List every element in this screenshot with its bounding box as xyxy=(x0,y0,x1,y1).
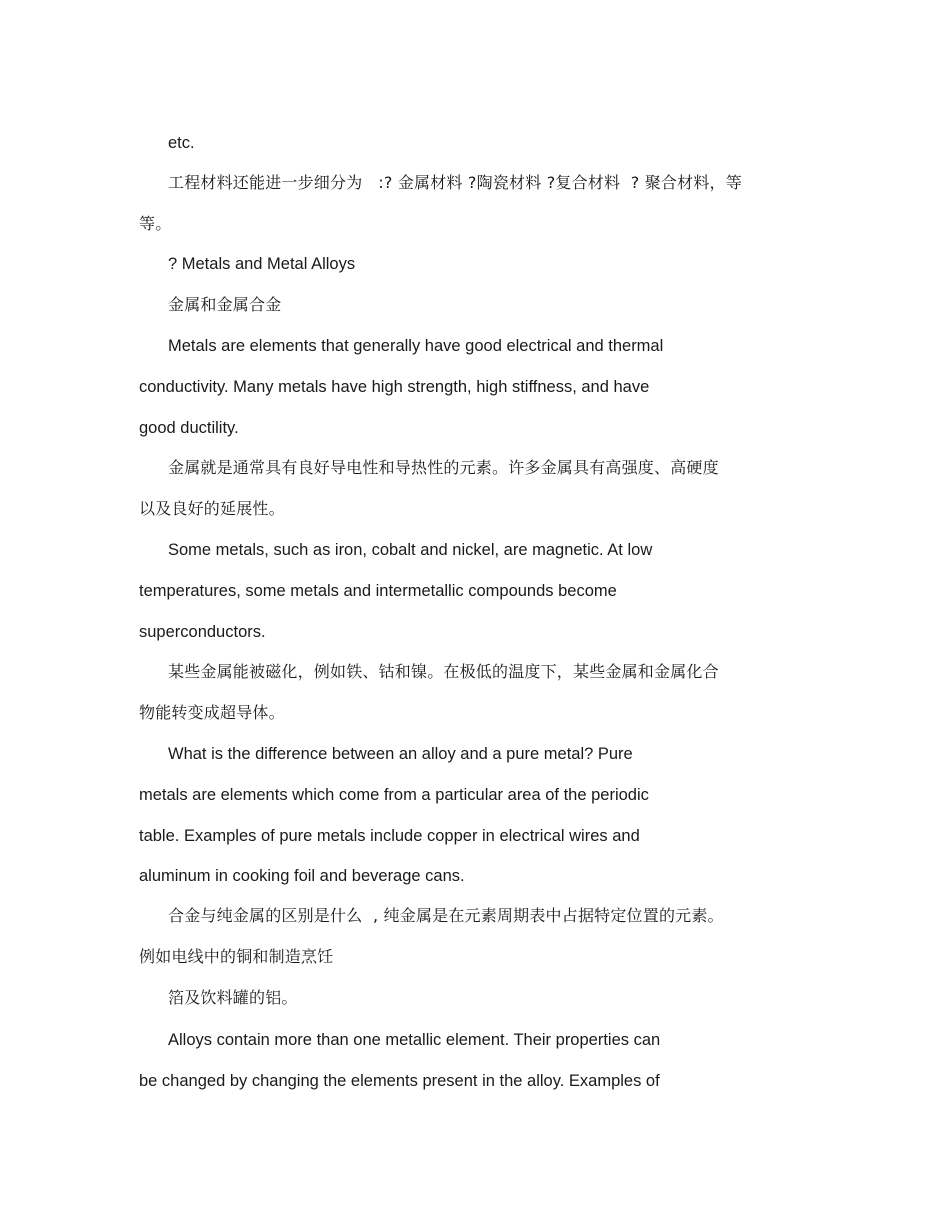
text-line: be changed by changing the elements present in the alloy. Examples of xyxy=(139,1072,660,1090)
text-line: Alloys contain more than one metallic element. Their properties can xyxy=(168,1031,661,1049)
text-line: What is the difference between an alloy and a pure metal? Pure xyxy=(168,745,633,763)
text-line: 物能转变成超导体。 xyxy=(139,703,285,722)
text-line: aluminum in cooking foil and beverage cans. xyxy=(139,867,465,885)
text-line: table. Examples of pure metals include copper in electrical wires and xyxy=(139,827,640,845)
text-line: metals are elements which come from a particular area of the periodic xyxy=(139,786,649,804)
text-line: 例如电线中的铜和制造烹饪 xyxy=(139,947,334,966)
text-line: 以及良好的延展性。 xyxy=(139,499,285,518)
text-line: 箔及饮料罐的铝。 xyxy=(168,988,298,1007)
text-line: 金属就是通常具有良好导电性和导热性的元素。许多金属具有高强度、高硬度 xyxy=(168,458,719,477)
text-line: superconductors. xyxy=(139,623,266,641)
section-heading: ? Metals and Metal Alloys xyxy=(168,255,356,273)
text-line: conductivity. Many metals have high strength, high stiffness, and have xyxy=(139,378,650,396)
text-line: 合金与纯金属的区别是什么 , 纯金属是在元素周期表中占据特定位置的元素。 xyxy=(168,906,724,925)
text-line: Metals are elements that generally have good electrical and thermal xyxy=(168,337,664,355)
text-line: good ductility. xyxy=(139,419,239,437)
text-line: 某些金属能被磁化，例如铁、钴和镍。在极低的温度下，某些金属和金属化合 xyxy=(168,662,719,681)
text-line: 等。 xyxy=(139,214,172,233)
text-line: etc. xyxy=(168,134,195,152)
text-line: Some metals, such as iron, cobalt and nickel, are magnetic. At low xyxy=(168,541,653,559)
text-line: 工程材料还能进一步细分为 :? 金属材料 ?陶瓷材料 ?复合材料 ? 聚合材料，等 xyxy=(168,173,742,192)
section-heading-cn: 金属和金属合金 xyxy=(168,295,282,314)
text-line: temperatures, some metals and intermetallic compounds become xyxy=(139,582,617,600)
